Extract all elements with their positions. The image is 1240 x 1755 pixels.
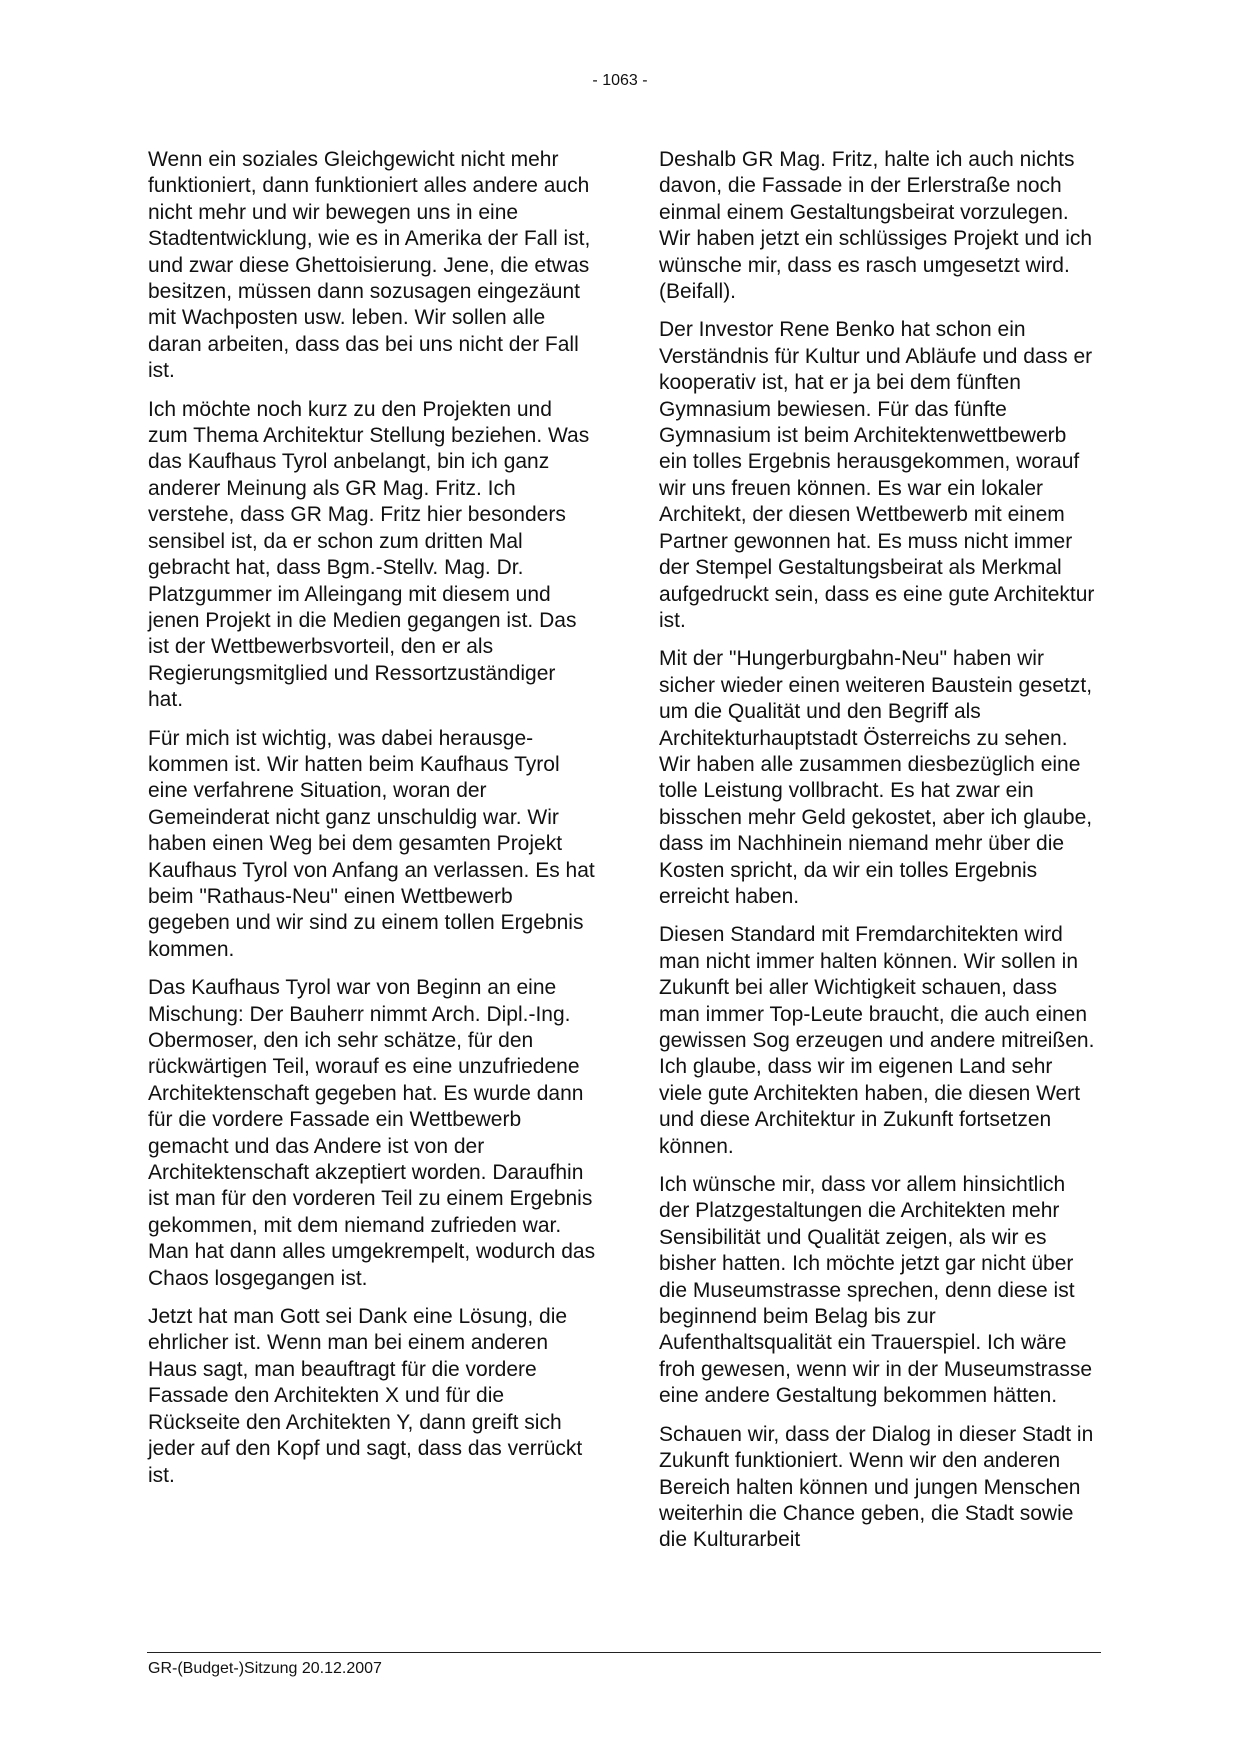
paragraph: Für mich ist wichtig, was dabei herausgekommen ist. Wir hatten beim Kaufhaus Tyrol eine verfahrene Situation, woran der Gemeinderat nicht ganz unschuldig war. Wir haben einen Weg bei dem gesamten Projekt Kaufhaus Tyrol von Anfang an verlassen. Es hat beim "Rathaus-Neu" einen Wettbewerb gegeben und wir sind zu einem tollen Ergebnis kommen. (148, 726, 595, 961)
page-number: - 1063 - (592, 72, 648, 89)
paragraph: Ich möchte noch kurz zu den Projekten und zum Thema Architektur Stellung beziehen. Was das Kaufhaus Tyrol anbelangt, bin ich ganz anderer Meinung als GR Mag. Fritz. Ich verstehe, dass GR Mag. Fritz hier besonders sensibel ist, da er schon zum dritten Mal gebracht hat, dass Bgm.-Stellv. Mag. Dr. Platzgummer im Alleingang mit diesem und jenen Projekt in die Medien gegangen ist. Das ist der Wettbewerbsvorteil, den er als Regierungsmitglied und Ressortzuständiger hat. (148, 397, 590, 712)
paragraph: Schauen wir, dass der Dialog in dieser Stadt in Zukunft funktioniert. Wenn wir den anderen Bereich halten können und jungen Menschen weiterhin die Chance geben, die Stadt sowie die Kulturarbeit (659, 1422, 1094, 1552)
right-column (659, 147, 1099, 1566)
paragraph: Diesen Standard mit Fremdarchitekten wird man nicht immer halten können. Wir sollen in Zukunft bei aller Wichtigkeit schauen, dass man immer Top-Leute braucht, die auch einen gewissen Sog erzeugen und andere mitreißen. Ich glaube, dass wir im eigenen Land sehr viele gute Architekten haben, die diesen Wert und diese Architektur in Zukunft fortsetzen können. (659, 923, 1095, 1158)
paragraph: Jetzt hat man Gott sei Dank eine Lösung, die ehrlicher ist. Wenn man bei einem anderen Haus sagt, man beauftragt für die vordere Fassade den Architekten X und für die Rückseite den Architekten Y, dann greift sich jeder auf den Kopf und sagt, dass das verrückt ist. (148, 1305, 583, 1487)
paragraph: Das Kaufhaus Tyrol war von Beginn an eine Mischung: Der Bauherr nimmt Arch. Dipl.-Ing. Obermoser, den ich sehr schätze, für den rückwärtigen Teil, worauf es eine unzufriedene Architektenschaft gegeben hat. Es wurde dann für die vordere Fassade ein Wettbewerb gemacht und das Andere ist von der Architektenschaft akzeptiert worden. Daraufhin ist man für den vorderen Teil zu einem Ergebnis gekommen, mit dem niemand zufrieden war. Man hat dann alles umgekrempelt, wodurch das Chaos losgegangen ist. (148, 976, 596, 1290)
footer-session-label: GR-(Budget-)Sitzung 20.12.2007 (148, 1660, 382, 1677)
paragraph: Mit der "Hungerburgbahn-Neu" haben wir sicher wieder einen weiteren Baustein gesetzt, um die Qualität und den Begriff als Architekturhauptstadt Österreichs zu sehen. Wir haben alle zusammen diesbezüglich eine tolle Leistung vollbracht. Es hat zwar ein bisschen mehr Geld gekostet, aber ich glaube, dass im Nachhinein niemand mehr über die Kosten spricht, da wir ein tolles Ergebnis erreicht haben. (659, 647, 1093, 908)
paragraph: Ich wünsche mir, dass vor allem hinsichtlich der Platzgestaltungen die Architekten mehr Sensibilität und Qualität zeigen, als wir es bisher hatten. Ich möchte jetzt gar nicht über die Museumstrasse sprechen, denn diese ist beginnend beim Belag bis zur Aufenthaltsqualität ein Trauerspiel. Ich wäre froh gewesen, wenn wir in der Museumstrasse eine andere Gestaltung bekommen hätten. (659, 1173, 1093, 1408)
paragraph: Der Investor Rene Benko hat schon ein Verständnis für Kultur und Abläufe und dass er kooperativ ist, hat er ja bei dem fünften Gymnasium bewiesen. Für das fünfte Gymnasium ist beim Architektenwettbewerb ein tolles Ergebnis herausgekommen, worauf wir uns freuen können. Es war ein lokaler Architekt, der diesen Wettbewerb mit einem Partner gewonnen hat. Es muss nicht immer der Stempel Gestaltungsbeirat als Merkmal aufgedruckt sein, dass es eine gute Architektur ist. (659, 318, 1095, 632)
left-column (148, 147, 596, 1501)
footer-divider (147, 1652, 1101, 1653)
paragraph: Deshalb GR Mag. Fritz, halte ich auch nichts davon, die Fassade in der Erlerstraße noch einmal einem Gestaltungsbeirat vorzulegen. Wir haben jetzt ein schlüssiges Projekt und ich wünsche mir, dass es rasch umgesetzt wird. (Beifall). (659, 148, 1093, 304)
paragraph: Wenn ein soziales Gleichgewicht nicht mehr funktioniert, dann funktioniert alles andere auch nicht mehr und wir bewegen uns in eine Stadtentwicklung, wie es in Amerika der Fall ist, und zwar diese Ghettoisierung. Jene, die etwas besitzen, müssen dann sozusagen eingezäunt mit Wachposten usw. leben. Wir sollen alle daran arbeiten, dass das bei uns nicht der Fall ist. (148, 148, 591, 383)
